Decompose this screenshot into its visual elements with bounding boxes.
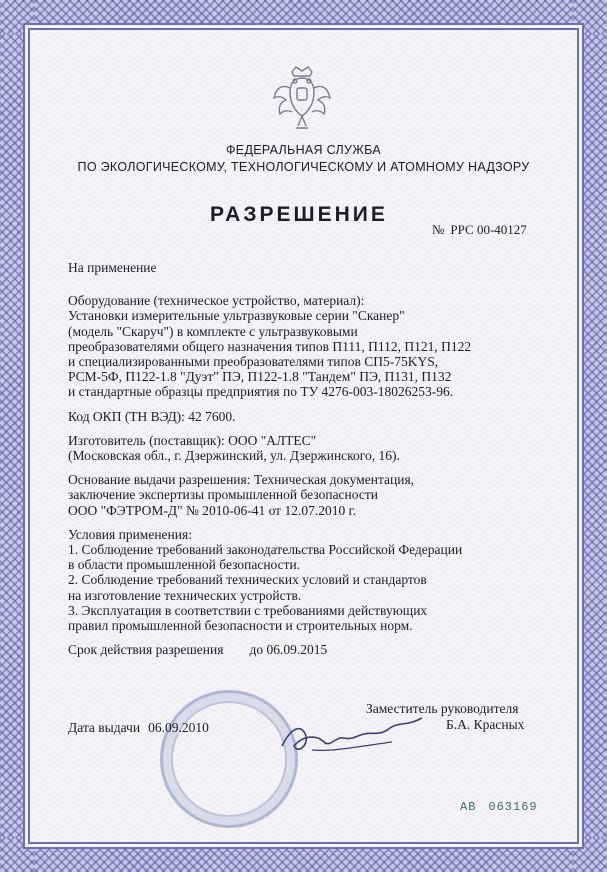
equipment-line: Установки измерительные ультразвуковые серии "Сканер" — [68, 308, 405, 324]
agency-name-line2: ПО ЭКОЛОГИЧЕСКОМУ, ТЕХНОЛОГИЧЕСКОМУ И АТОМНОМУ НАДЗОРУ — [77, 160, 530, 174]
okp-code: Код ОКП (ТН ВЭД): 42 7600. — [68, 408, 236, 424]
basis-line: заключение экспертизы промышленной безопасности — [68, 487, 378, 503]
document-body — [68, 260, 548, 657]
equipment-line: и стандартные образцы предприятия по ТУ 4276-003-18026253-96. — [68, 384, 454, 400]
document-number — [432, 222, 527, 238]
conditions-line: правил промышленной безопасности и строительных норм. — [68, 618, 413, 634]
conditions-line: 1. Соблюдение требований законодательства Российской Федерации — [68, 542, 463, 558]
equipment-line: (модель "Скаруч") в комплекте с ультразвуковыми — [68, 323, 358, 339]
signatory-name: Б.А. Красных — [446, 717, 525, 732]
conditions-line: в области промышленной безопасности. — [68, 557, 301, 573]
basis-line: ООО "ФЭТРОМ-Д" № 2010-06-41 от 12.07.2010 г. — [68, 502, 356, 518]
validity — [68, 642, 548, 657]
coat-of-arms-icon — [270, 64, 334, 136]
manufacturer-line: Изготовитель (поставщик): ООО "АЛТЕС" — [68, 432, 317, 448]
conditions-line: на изготовление технических устройств. — [68, 587, 302, 603]
signature — [272, 706, 442, 768]
agency-name-line1: ФЕДЕРАЛЬНАЯ СЛУЖБА — [226, 143, 381, 157]
manufacturer-line: (Московская обл., г. Дзержинский, ул. Дзержинского, 16). — [68, 448, 400, 464]
basis-line: Основание выдачи разрешения: Техническая документация, — [68, 472, 415, 488]
serial-value: 063169 — [488, 800, 538, 814]
issue-date — [68, 720, 209, 736]
number-value: РРС 00-40127 — [450, 222, 527, 237]
signatory-position: Заместитель руководителя — [366, 701, 519, 716]
conditions-line: 3. Эксплуатация в соответствии с требованиями действующих — [68, 602, 428, 618]
conditions-line: Условия применения: — [68, 526, 192, 542]
validity-label: Срок действия разрешения — [68, 642, 224, 658]
equipment-line: РСМ-5Ф, П122-1.8 "Дуэт" ПЭ, П122-1.8 "Тандем" ПЭ, П131, П132 — [68, 369, 452, 385]
document-title: РАЗРЕШЕНИЕ — [210, 203, 388, 226]
conditions-line: 2. Соблюдение требований технических условий и стандартов — [68, 572, 427, 588]
number-sign: № — [432, 222, 445, 237]
serial-number — [460, 800, 538, 814]
issue-date-label: Дата выдачи — [68, 720, 141, 735]
issue-date-value: 06.09.2010 — [148, 720, 209, 735]
equipment-line: преобразователями общего назначения типов П111, П112, П121, П122 — [68, 338, 472, 354]
serial-series: АВ — [460, 800, 477, 814]
equipment-line: и специализированными преобразователями типов СП5-75KYS, — [68, 354, 439, 370]
application-line: На применение — [68, 260, 157, 275]
validity-value: до 06.09.2015 — [249, 642, 328, 658]
equipment-line: Оборудование (техническое устройство, материал): — [68, 293, 365, 309]
